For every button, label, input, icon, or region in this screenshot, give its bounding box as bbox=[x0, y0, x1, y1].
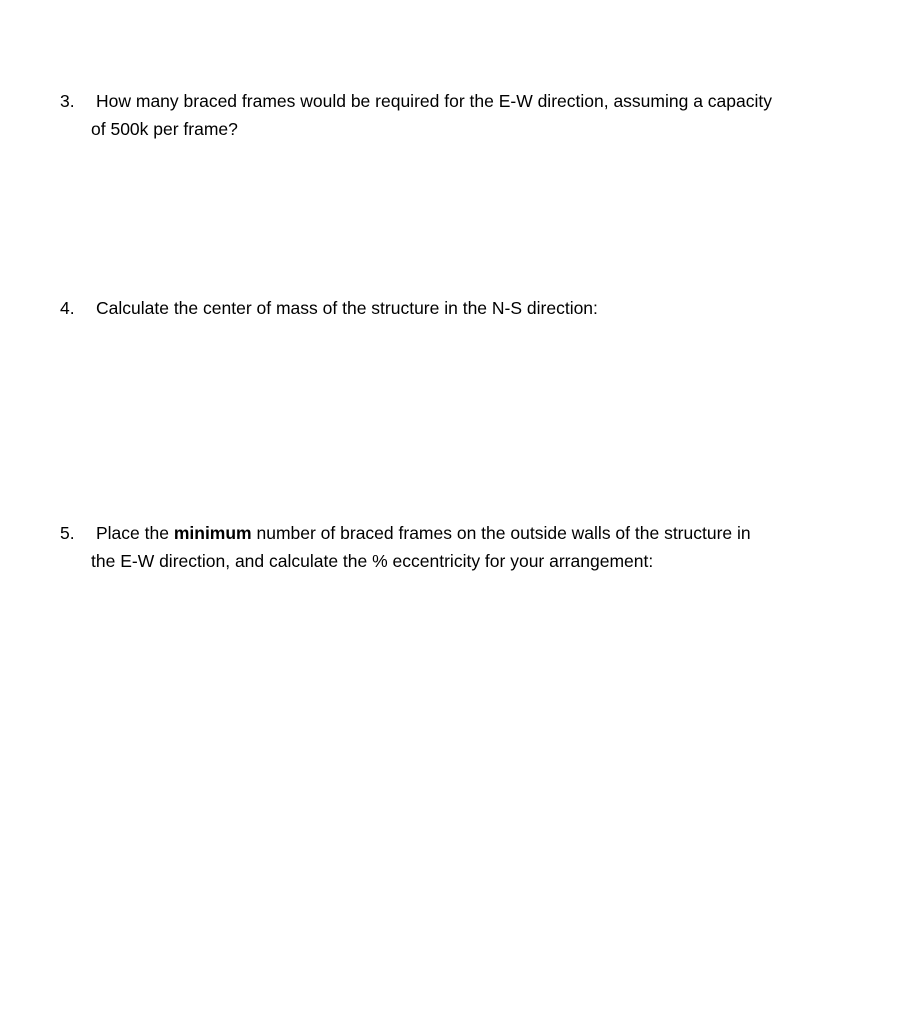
question-3-number: 3. bbox=[60, 91, 75, 111]
question-5-line-1 bbox=[60, 519, 820, 547]
question-4 bbox=[60, 294, 820, 322]
question-5-continuation: the E-W direction, and calculate the % eccentricity for your arrangement: bbox=[91, 551, 654, 571]
question-4-number: 4. bbox=[60, 298, 75, 318]
question-4-line-1 bbox=[60, 294, 820, 322]
question-3-line-1 bbox=[60, 87, 820, 115]
question-3 bbox=[60, 87, 820, 143]
question-5-emphasis: minimum bbox=[173, 523, 252, 543]
question-5-text-post: number of braced frames on the outside walls of the structure in bbox=[251, 523, 751, 543]
question-5-text-pre: Place the bbox=[96, 523, 174, 543]
question-3-text: How many braced frames would be required for the E-W direction, assuming a capacity bbox=[96, 91, 772, 111]
question-3-continuation: of 500k per frame? bbox=[91, 119, 238, 139]
question-5-number: 5. bbox=[60, 523, 75, 543]
question-5 bbox=[60, 519, 820, 575]
question-4-text: Calculate the center of mass of the structure in the N-S direction: bbox=[96, 298, 598, 318]
question-5-text bbox=[96, 519, 751, 547]
